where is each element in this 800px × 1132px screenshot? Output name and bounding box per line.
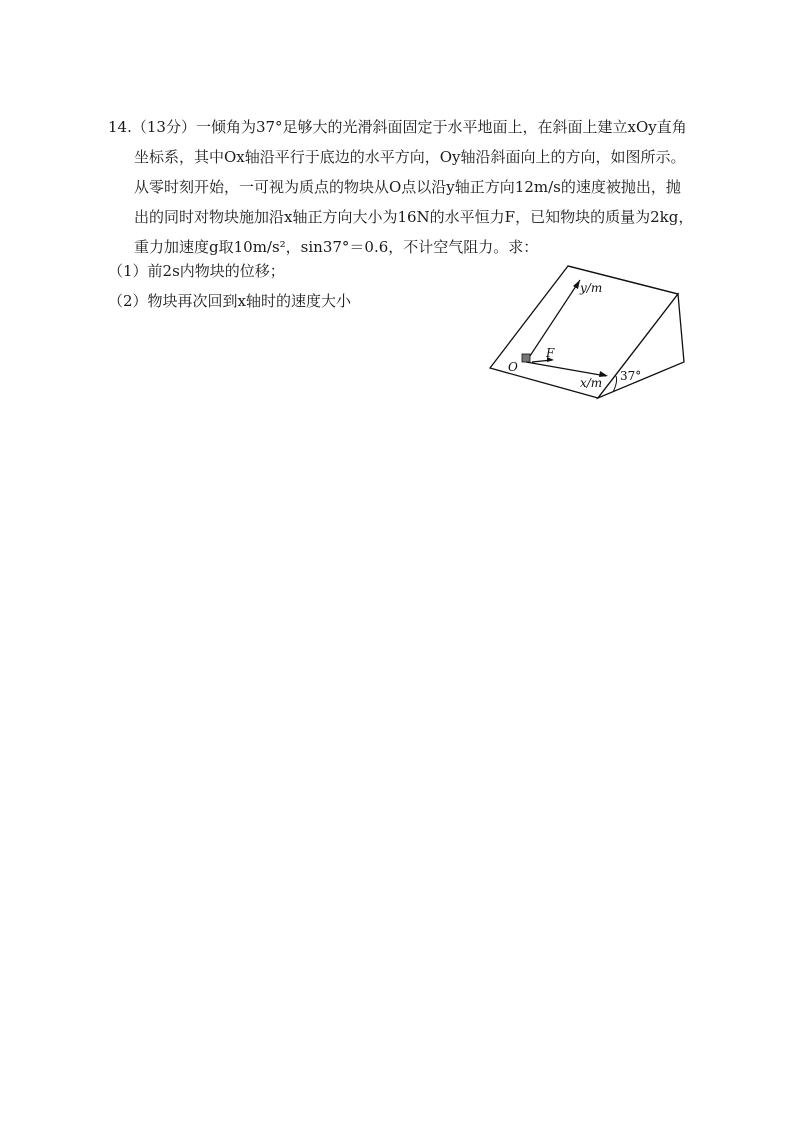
incline-diagram	[488, 258, 688, 408]
problem-line-2: 坐标系，其中Ox轴沿平行于底边的水平方向，Oy轴沿斜面向上的方向，如图所示。	[134, 148, 686, 166]
problem-line-3: 从零时刻开始，一可视为质点的物块从O点以沿y轴正方向12m/s的速度被抛出，抛	[134, 178, 681, 196]
force-label: F	[546, 346, 555, 360]
problem-line-1: 14.（13分）一倾角为37°足够大的光滑斜面固定于水平地面上，在斜面上建立xOy直角	[108, 118, 687, 136]
question-2: （2）物块再次回到x轴时的速度大小	[108, 292, 352, 310]
problem-line-4: 出的同时对物块施加沿x轴正方向大小为16N的水平恒力F，已知物块的质量为2kg，	[134, 208, 694, 226]
x-axis-label: x/m	[580, 376, 603, 390]
problem-line-5: 重力加速度g取10m/s²，sin37°＝0.6，不计空气阻力。求：	[134, 238, 539, 256]
origin-label: O	[508, 360, 518, 374]
problem-statement	[108, 112, 708, 262]
angle-label: 37°	[620, 369, 642, 383]
y-axis-label: y/m	[580, 281, 603, 295]
question-1: （1）前2s内物块的位移；	[108, 262, 285, 280]
incline-figure	[488, 258, 688, 408]
block	[522, 354, 530, 362]
